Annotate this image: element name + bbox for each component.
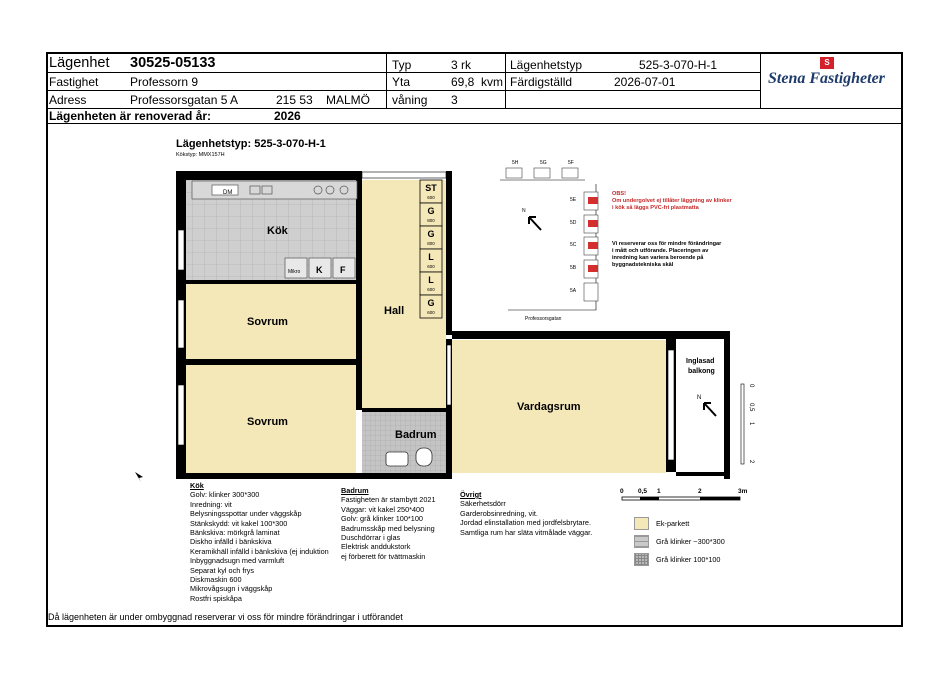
footer-note: Då lägenheten är under ombyggnad reserverar vi oss för mindre förändringar i utförandet [48, 612, 403, 622]
note-line: Separat kyl och frys [190, 565, 255, 575]
room-bedroom1: Sovrum [247, 316, 288, 328]
completed-value: 2026-07-01 [614, 75, 676, 89]
storage-code: L [428, 252, 434, 262]
address-value: Professorsgatan 5 A [130, 93, 239, 107]
area-unit: kvm [481, 75, 503, 89]
legend-swatch-tile300 [634, 535, 649, 548]
keyplan-side-label: 5B [570, 265, 577, 271]
side-scale-tick: 1 [748, 422, 754, 426]
keyplan-highlight [588, 220, 598, 227]
label-f: F [340, 265, 346, 275]
side-scale [741, 384, 754, 464]
apt-type-label: Lägenhetstyp [510, 58, 583, 72]
property-value: Professorn 9 [130, 75, 199, 89]
note-line: Rostfri spiskåpa [190, 593, 242, 603]
storage-code: G [427, 206, 435, 216]
room-bedroom2: Sovrum [247, 416, 288, 428]
room-kitchen: Kök [267, 225, 288, 237]
keyplan-block [534, 168, 550, 178]
north-label: N [697, 395, 702, 401]
side-scale-tick: 0 [748, 384, 754, 388]
room-bathroom: Badrum [395, 429, 437, 441]
legend-tile300: Grå klinker ~300*300 [656, 537, 725, 546]
note-line: Säkerhetsdörr [460, 499, 506, 509]
storage-size: 800 [427, 241, 435, 246]
storage-units [420, 180, 442, 318]
property-label: Fastighet [49, 75, 99, 89]
storage-size: 600 [427, 287, 435, 292]
note-line: Garderobsinredning, vit. [460, 508, 538, 518]
kitchen-type: Kökstyp: MMX157H [176, 152, 225, 158]
keyplan-line [508, 184, 596, 310]
city: MALMÖ [326, 93, 371, 107]
key-plan [500, 160, 598, 322]
scale-tick: 2 [698, 488, 702, 495]
keyplan-highlight [588, 242, 598, 249]
note-line: Inredning: vit [190, 499, 232, 509]
keyplan-street: Professorsgatan [525, 316, 562, 322]
scale-segment [700, 497, 740, 500]
note-line: ej förberett för tvättmaskin [341, 551, 426, 561]
note-line: Jordad elinstallation med jordfelsbrytare. [460, 518, 592, 528]
keyplan-note-red: OBS! Om undergolvet ej tillåter läggning av klinker i kök så läggs PVC-fri plastmatta [612, 191, 732, 211]
keyplan-top-label: 5H [512, 160, 519, 166]
note-line: Bänkskiva: mörkgrå laminat [190, 528, 280, 538]
scale-tick: 0,5 [638, 488, 648, 495]
completed-label: Färdigställd [510, 75, 573, 89]
plan-title: Lägenhetstyp: 525-3-070-H-1 [176, 138, 326, 150]
note-line: Mikrovågsugn i väggskåp [190, 584, 273, 594]
keyplan-highlight [588, 197, 598, 204]
note-line: Elektrisk anddukstork [341, 542, 411, 552]
note-line: Keramikhäll infälld i bänkskiva (ej induktion [190, 546, 329, 556]
note-line: Golv: klinker 300*300 [190, 490, 260, 500]
type-label: Typ [392, 58, 412, 72]
renovated-label: Lägenheten är renoverad år: [49, 109, 212, 123]
renovated-value: 2026 [274, 109, 301, 123]
scale-tick: 1 [657, 488, 661, 495]
storage-size: 800 [427, 218, 435, 223]
keyplan-north-label: N [522, 208, 526, 214]
note-line: Duschdörrar i glas [341, 533, 401, 543]
logo-mark: S [820, 57, 834, 69]
room-living: Vardagsrum [517, 401, 581, 413]
keyplan-side-label: 5C [570, 242, 577, 248]
apartment-label: Lägenhet [49, 55, 110, 71]
keyplan-highlight [588, 265, 598, 272]
keyplan-note: Vi reserverar oss för mindre förändringar i mått och utförande. Placeringen av inredning kan variera beroende på byggnadstekniska skäl [612, 241, 722, 268]
side-scale-track [741, 384, 744, 464]
north-arrow-icon [704, 403, 716, 416]
storage-size: 600 [427, 264, 435, 269]
note-line: Väggar: vit kakel 250*400 [341, 504, 425, 514]
keyplan-side-label: 5D [570, 220, 577, 226]
label-mikro: Mikro [288, 269, 301, 275]
room-balcony: Inglasad balkong [686, 358, 715, 375]
side-scale-tick: 2 [748, 460, 754, 464]
legend-swatch-parquet [634, 517, 649, 530]
apt-type-value: 525-3-070-H-1 [639, 58, 718, 72]
bath-notes: Badrum Fastigheten är stambytt 2021 Väggar: vit kakel 250*400 Golv: grå klinker 100*100 Badrumsskåp med belysning Duschdörrar i glas Elektrisk anddukstork ej förberett för tvättmaskin [341, 486, 436, 561]
storage-code: L [428, 275, 434, 285]
cursor-icon [135, 472, 143, 482]
kitchen-notes: Kök Golv: klinker 300*300 Inredning: vit Belysningsspottar under väggskåp Stänkskydd: vit kakel 100*300 Bänkskiva: mörkgrå laminat Diskho infälld i bänkskiva Keramikhäll infälld i bänkskiva (ej induktion Inbyggnadsugn med varmluft Separat kyl och frys Diskmaskin 600 Mikrovågsugn i väggskåp Rostfri spiskåpa [190, 481, 329, 603]
keyplan-block [584, 283, 598, 301]
storage-code: G [427, 229, 435, 239]
note-line: Samtliga rum har släta vitmålade väggar. [460, 527, 593, 537]
keyplan-side-label: 5E [570, 197, 577, 203]
postal-code: 215 53 [276, 93, 313, 107]
legend-parquet: Ek-parkett [656, 519, 690, 528]
label-dm: DM [223, 190, 233, 196]
side-scale-tick: 0,5 [748, 403, 754, 412]
keyplan-top-label: 5G [540, 160, 547, 166]
scale-segment [640, 497, 659, 500]
storage-code: G [427, 298, 435, 308]
keyplan-north-icon [529, 217, 541, 230]
storage-code: ST [425, 183, 437, 193]
floor-label: våning [392, 93, 428, 107]
floor-value: 3 [451, 93, 458, 107]
note-line: Inbyggnadsugn med varmluft [190, 556, 285, 566]
keyplan-block [562, 168, 578, 178]
address-label: Adress [49, 93, 87, 107]
stena-logo: Stena Fastigheter [768, 70, 885, 87]
note-line: Belysningsspottar under väggskåp [190, 509, 302, 519]
other-notes: Övrigt Säkerhetsdörr Garderobsinredning, vit. Jordad elinstallation med jordfelsbrytare. Samtliga rum har släta vitmålade väggar. [460, 490, 593, 537]
legend-tile100: Grå klinker 100*100 [656, 555, 721, 564]
room-hall: Hall [384, 305, 405, 317]
area-label: Yta [392, 75, 411, 89]
scale-bar [620, 488, 748, 500]
note-line: Badrumsskåp med belysning [341, 523, 435, 533]
keyplan-block [506, 168, 522, 178]
legend-swatch-tile100 [634, 553, 649, 566]
scale-tick: 0 [620, 488, 624, 495]
scale-tick: 3m [738, 488, 748, 495]
note-line: Diskho infälld i bänkskiva [190, 537, 272, 547]
apartment-number: 30525-05133 [130, 55, 216, 71]
storage-size: 600 [427, 310, 435, 315]
note-line: Golv: grå klinker 100*100 [341, 514, 423, 524]
area-value: 69,8 [451, 75, 475, 89]
label-k: K [316, 265, 323, 275]
note-line: Stänkskydd: vit kakel 100*300 [190, 518, 288, 528]
note-line: Diskmaskin 600 [190, 575, 242, 585]
type-value: 3 rk [451, 58, 472, 72]
keyplan-side-label: 5A [570, 288, 577, 294]
keyplan-top-label: 5F [568, 160, 574, 166]
note-line: Fastigheten är stambytt 2021 [341, 495, 436, 505]
storage-size: 600 [427, 195, 435, 200]
